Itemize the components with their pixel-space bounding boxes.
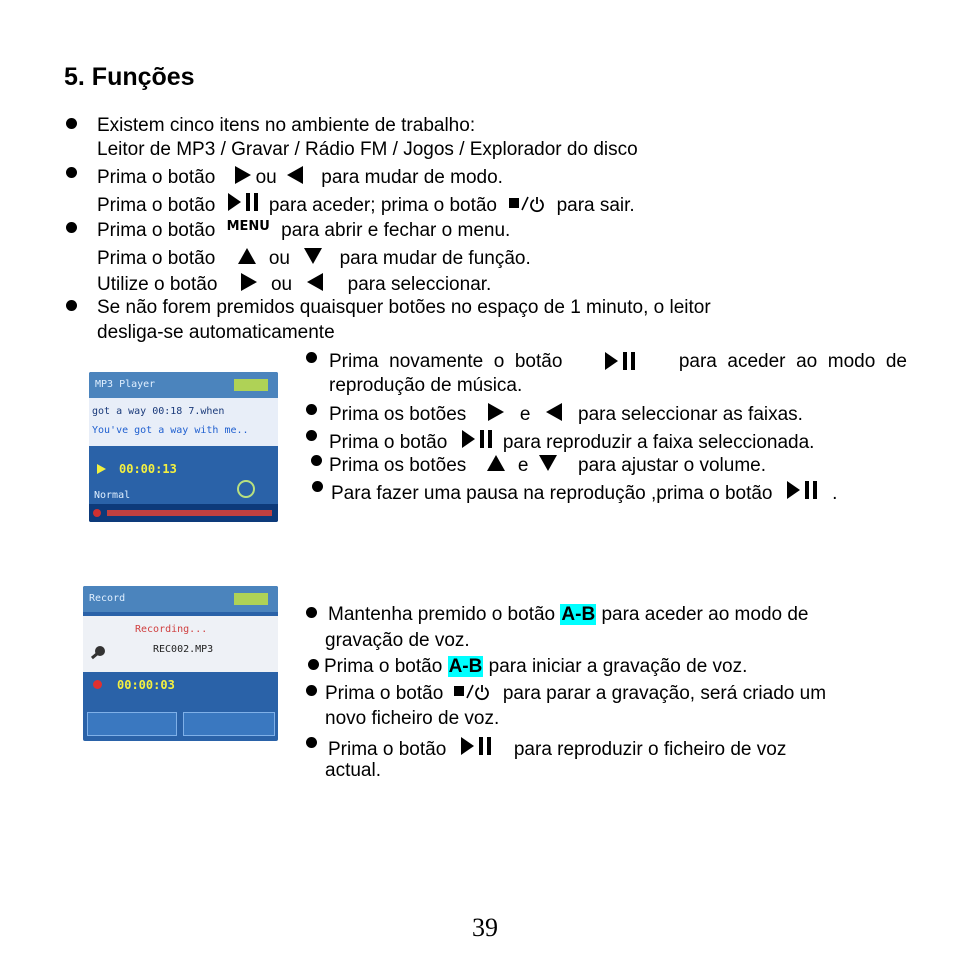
instruction-text: ou xyxy=(270,274,293,295)
instruction-text: ou xyxy=(268,248,290,269)
instruction-text: reprodução de música. xyxy=(329,375,523,396)
record-dot-icon xyxy=(93,680,102,689)
play-pause-icon xyxy=(460,735,494,757)
play-pause-icon xyxy=(461,428,495,450)
play-pause-icon xyxy=(227,191,261,213)
instruction-line xyxy=(329,453,766,475)
play-mode: Normal xyxy=(94,490,131,501)
up-arrow-icon xyxy=(486,453,506,473)
left-arrow-icon xyxy=(544,402,564,422)
instruction-text: Prima o botão xyxy=(97,195,216,216)
instruction-text: e xyxy=(517,455,529,476)
instruction-text: para abrir e fechar o menu. xyxy=(281,220,511,241)
instruction-line xyxy=(329,350,907,372)
repeat-icon xyxy=(237,480,255,498)
screen-softkey-left xyxy=(87,712,177,736)
instruction-text: para aceder; prima o botão xyxy=(268,195,497,216)
recording-filename: REC002.MP3 xyxy=(153,644,214,655)
instruction-text: para reproduzir a faixa seleccionada. xyxy=(502,432,815,453)
instruction-text: Utilize o botão xyxy=(97,274,218,295)
screen-title: Record xyxy=(89,593,126,604)
record-info-panel xyxy=(83,616,278,672)
instruction-text: ou xyxy=(255,167,277,188)
bullet-dot xyxy=(312,481,323,492)
lyrics-line: got a way 00:18 7.when xyxy=(92,406,225,417)
stop-power-icon xyxy=(453,683,489,701)
instruction-text: para reproduzir o ficheiro de voz xyxy=(513,739,787,760)
instruction-text: para seleccionar. xyxy=(347,274,492,295)
intro-text: Se não forem premidos quaisquer botões no espaço de 1 minuto, o leitor xyxy=(97,297,711,318)
bullet-dot xyxy=(66,118,77,129)
instruction-text: Prima o botão xyxy=(329,432,448,453)
page-number: 39 xyxy=(472,913,498,942)
instruction-line xyxy=(328,605,809,624)
instruction-text: actual. xyxy=(325,760,381,781)
bullet-dot xyxy=(306,685,317,696)
intro-text: desliga-se automaticamente xyxy=(97,322,335,343)
voice-recorder-screenshot xyxy=(83,586,278,741)
bullet-dot xyxy=(306,352,317,363)
left-arrow-icon xyxy=(305,272,325,292)
right-arrow-icon xyxy=(486,402,506,422)
instruction-text: e xyxy=(519,404,531,425)
ab-key-label: A-B xyxy=(448,656,483,677)
instruction-text: Prima os botões xyxy=(329,455,467,476)
instruction-text: Para fazer uma pausa na reprodução ,prima o botão xyxy=(331,483,773,504)
page-title: 5. Funções xyxy=(64,63,195,91)
record-dot-icon xyxy=(93,509,101,517)
mp3-player-screenshot xyxy=(89,372,278,522)
instruction-text: . xyxy=(832,483,838,504)
intro-text: Existem cinco itens no ambiente de trabalho: xyxy=(97,115,476,136)
instruction-text: para mudar de função. xyxy=(339,248,531,269)
battery-icon xyxy=(234,379,268,391)
instruction-text: Prima o botão xyxy=(325,683,444,704)
instruction-line xyxy=(97,272,491,294)
right-arrow-icon xyxy=(239,272,259,292)
menu-key-label: MENU xyxy=(226,219,270,234)
screen-title: MP3 Player xyxy=(95,379,156,390)
instruction-text: Prima novamente o botão xyxy=(329,350,563,372)
instruction-text: para mudar de modo. xyxy=(321,167,503,188)
bullet-dot xyxy=(306,430,317,441)
volume-bar xyxy=(107,510,272,516)
instruction-text: para aceder ao modo de xyxy=(601,604,809,625)
instruction-line xyxy=(331,479,837,503)
down-arrow-icon xyxy=(538,453,558,473)
instruction-text: Prima o botão xyxy=(97,248,216,269)
instruction-line xyxy=(329,428,814,452)
play-pause-icon xyxy=(604,350,638,372)
status-strip xyxy=(89,504,278,522)
instruction-line xyxy=(97,191,635,215)
down-arrow-icon xyxy=(303,246,323,266)
instruction-text: Prima o botão xyxy=(324,656,443,677)
instruction-text: para ajustar o volume. xyxy=(578,455,766,476)
up-arrow-icon xyxy=(237,246,257,266)
recording-status: Recording... xyxy=(135,624,208,635)
lyrics-panel xyxy=(89,398,278,446)
instruction-text: gravação de voz. xyxy=(325,630,470,651)
bullet-dot xyxy=(306,737,317,748)
stop-power-icon xyxy=(508,195,544,213)
screen-softkey-right xyxy=(183,712,275,736)
instruction-line xyxy=(325,683,826,703)
instruction-text: Prima o botão xyxy=(97,220,216,241)
instruction-text: Prima os botões xyxy=(329,404,467,425)
bullet-dot xyxy=(66,222,77,233)
instruction-text: para parar a gravação, será criado um xyxy=(502,683,827,704)
instruction-text: para sair. xyxy=(556,195,635,216)
instruction-line xyxy=(329,402,803,424)
bullet-dot xyxy=(66,167,77,178)
instruction-text: para seleccionar as faixas. xyxy=(578,404,803,425)
instruction-text: Mantenha premido o botão xyxy=(328,604,556,625)
bullet-dot xyxy=(306,607,317,618)
lyrics-line: You've got a way with me.. xyxy=(92,425,249,436)
elapsed-time: 00:00:13 xyxy=(119,462,177,476)
ab-key-label: A-B xyxy=(561,604,596,625)
bullet-dot xyxy=(311,455,322,466)
bullet-dot xyxy=(306,404,317,415)
play-indicator-icon xyxy=(97,464,106,474)
left-arrow-icon xyxy=(285,165,305,185)
recording-time: 00:00:03 xyxy=(117,678,175,692)
bullet-dot xyxy=(308,659,319,670)
instruction-text: Prima o botão xyxy=(97,167,216,188)
battery-icon xyxy=(234,593,268,605)
instruction-text: para aceder ao modo de xyxy=(678,350,907,372)
instruction-line xyxy=(97,220,510,240)
screen-title-bar xyxy=(89,372,278,398)
instruction-line xyxy=(97,246,531,268)
instruction-line xyxy=(328,735,786,759)
play-pause-icon xyxy=(786,479,820,501)
instruction-line xyxy=(97,165,503,187)
right-arrow-icon xyxy=(233,165,253,185)
instruction-text: para iniciar a gravação de voz. xyxy=(488,656,748,677)
bullet-dot xyxy=(66,300,77,311)
instruction-text: Prima o botão xyxy=(328,739,447,760)
intro-text: Leitor de MP3 / Gravar / Rádio FM / Jogos / Explorador do disco xyxy=(97,139,638,160)
screen-title-bar xyxy=(83,586,278,612)
instruction-text: novo ficheiro de voz. xyxy=(325,708,500,729)
instruction-line xyxy=(324,657,747,676)
